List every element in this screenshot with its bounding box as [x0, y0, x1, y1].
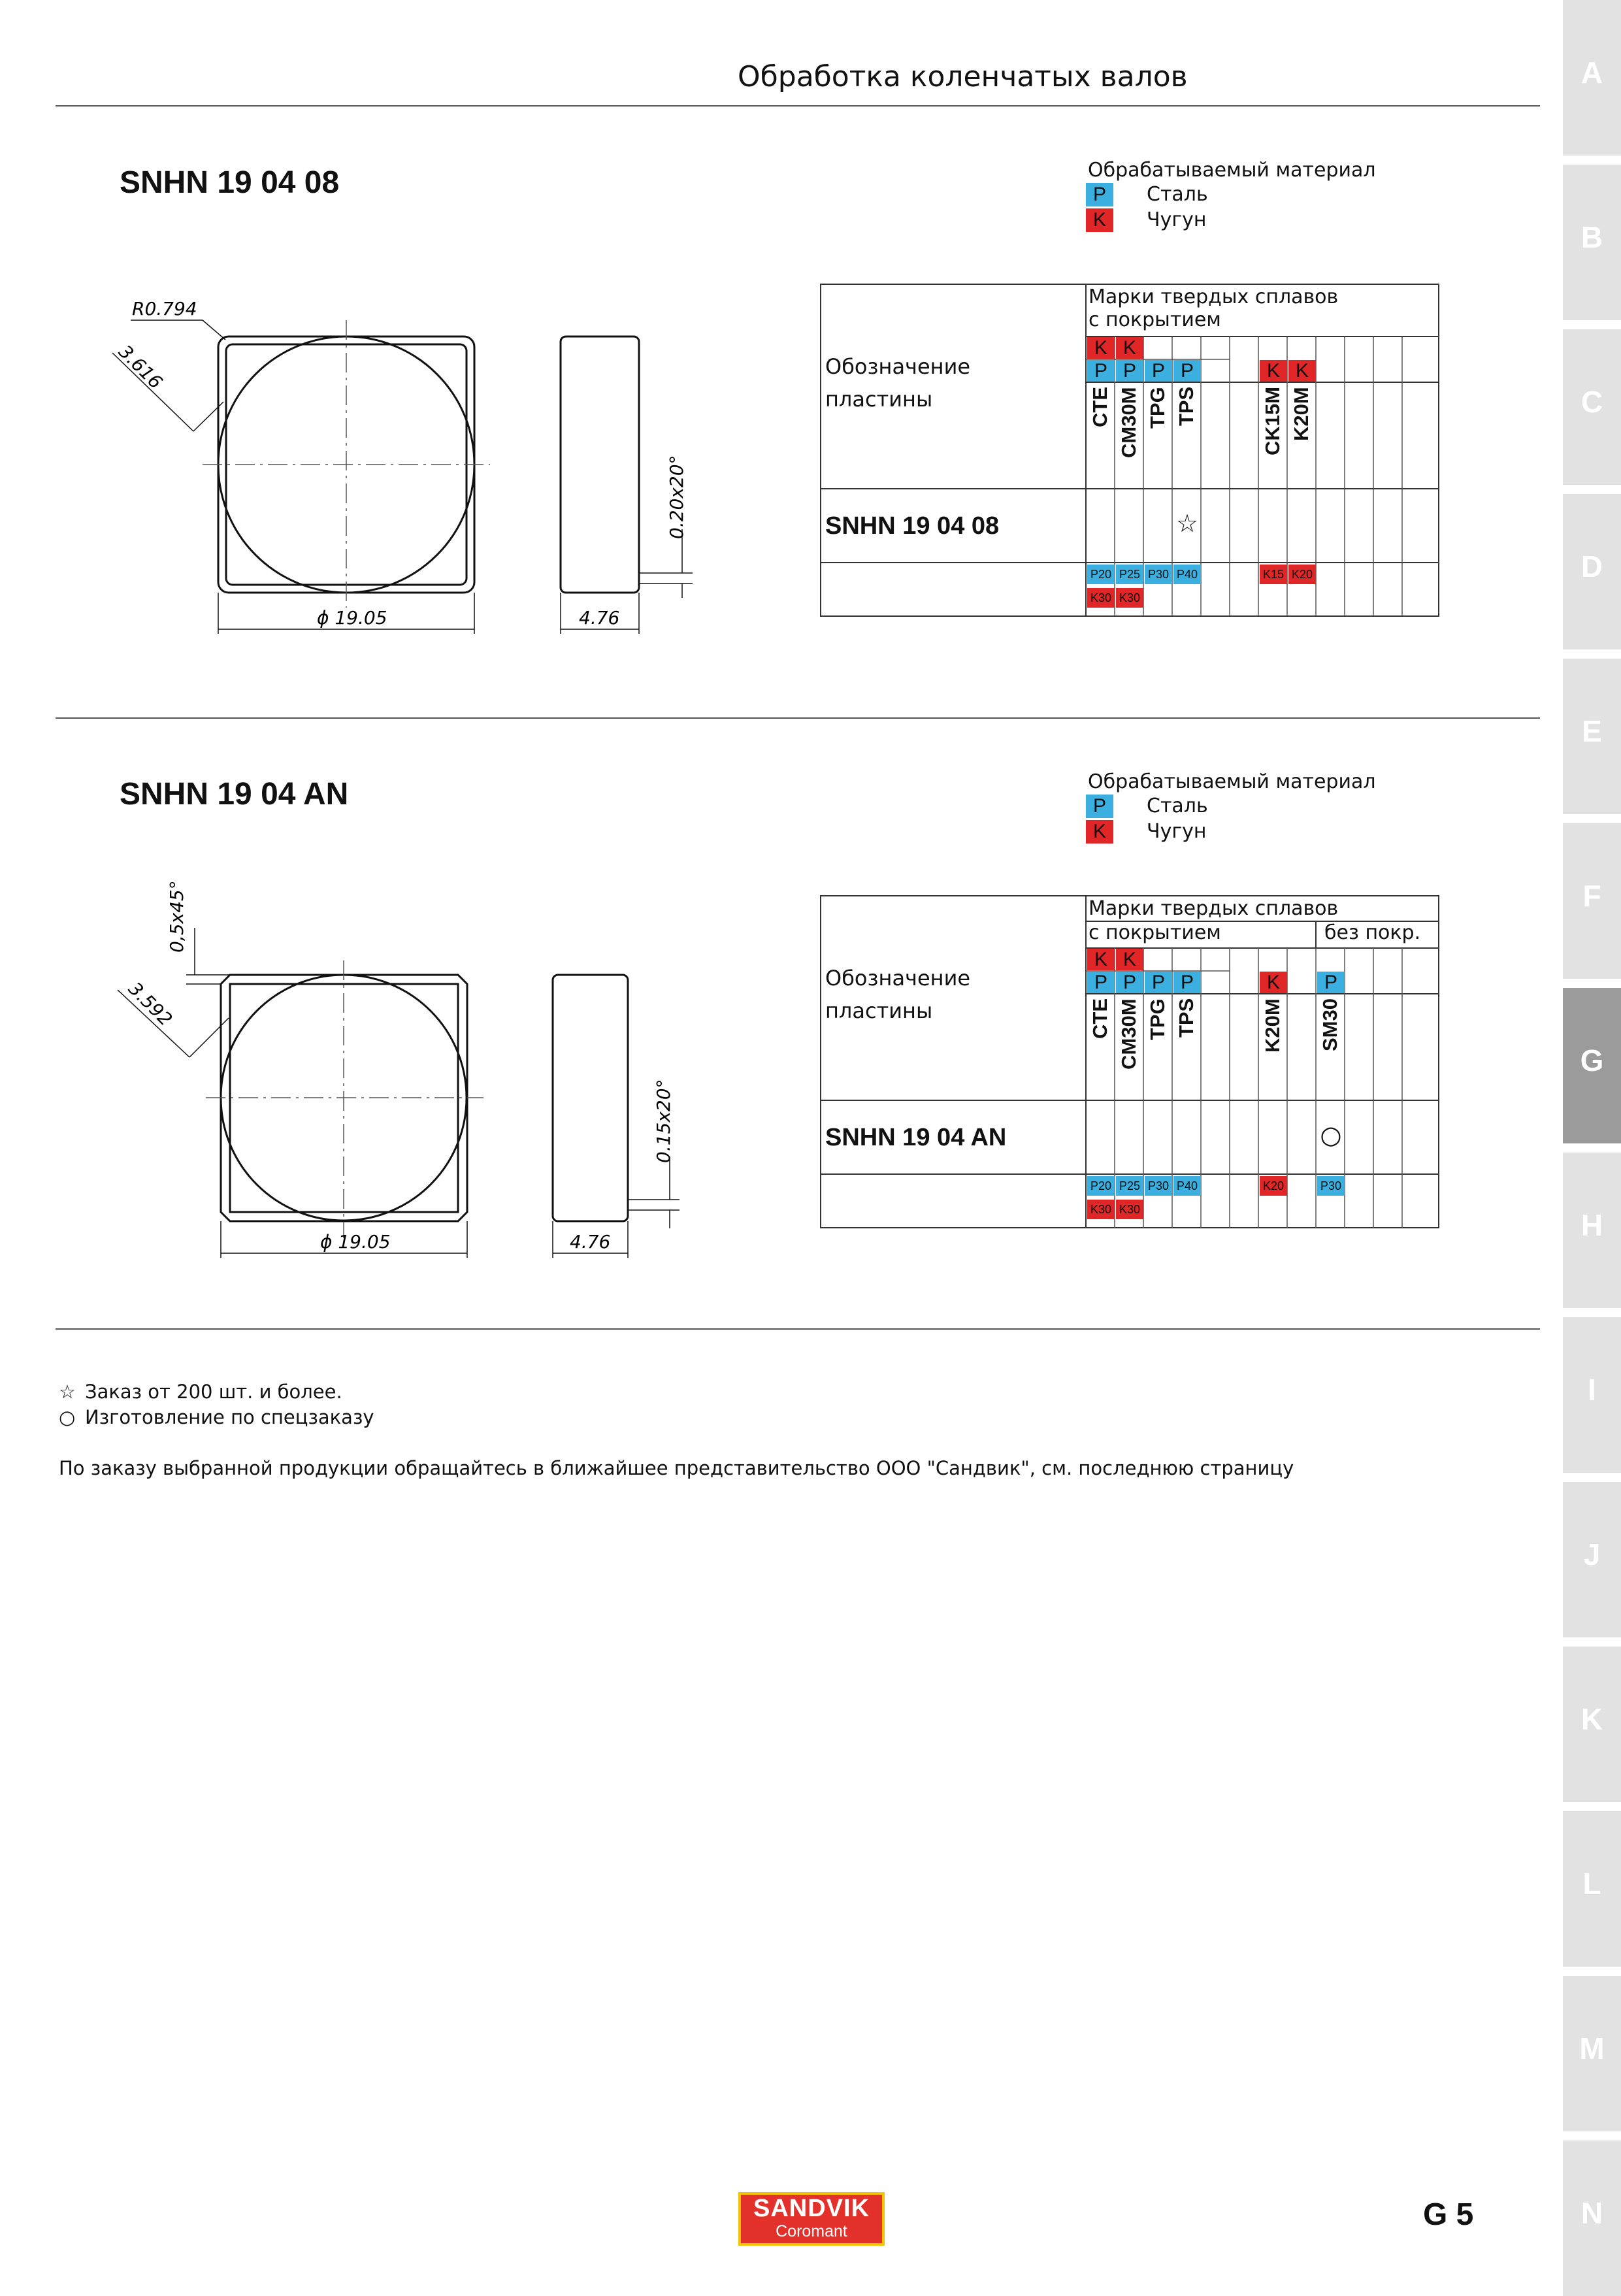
- iso-cell: P25: [1116, 565, 1143, 584]
- grade-label: K20M: [1290, 387, 1313, 441]
- legend-circle-text: Изготовление по спецзаказу: [85, 1406, 374, 1428]
- legend-star-text: Заказ от 200 шт. и более.: [85, 1381, 342, 1403]
- coated-label-1: с покрытием: [1089, 308, 1221, 331]
- material-p-box: P: [1086, 795, 1113, 818]
- designation-label-2b: пластины: [825, 998, 933, 1023]
- tab-h[interactable]: H: [1563, 1153, 1621, 1308]
- page-title: Обработка коленчатых валов: [738, 60, 1188, 93]
- section-divider: [56, 717, 1540, 719]
- k-cell-ck15m-1: K: [1260, 360, 1287, 382]
- iso-cell: K30: [1087, 1200, 1115, 1219]
- designation-label-1b: пластины: [825, 387, 933, 412]
- p-cell-tpg-2: P: [1145, 972, 1172, 993]
- tab-m[interactable]: M: [1563, 1976, 1621, 2131]
- material-p-box: P: [1086, 183, 1113, 206]
- iso-cell: P40: [1173, 1176, 1201, 1196]
- insert-drawing-2: [78, 876, 706, 1261]
- iso-cell: P40: [1173, 565, 1201, 584]
- grades-title-1: Марки твердых сплавов: [1089, 286, 1339, 308]
- dim-ic-2: ϕ 19.05: [320, 1231, 391, 1253]
- k-cell-k20m-2: K: [1260, 972, 1287, 993]
- iso-cell: P20: [1087, 565, 1115, 584]
- star-icon: ☆: [59, 1381, 76, 1403]
- p-cell-cm30m-1: P: [1116, 360, 1143, 382]
- header-divider: [56, 105, 1540, 107]
- iso-cell: K30: [1116, 588, 1143, 608]
- p-cell-cte-1: P: [1087, 360, 1115, 382]
- dim-ic-1: ϕ 19.05: [317, 607, 387, 629]
- grade-label: CK15M: [1261, 387, 1284, 456]
- iso-cell: P30: [1145, 565, 1172, 584]
- order-note: По заказу выбранной продукции обращайтесь в ближайшее представительство ООО "Сандвик", см. последнюю страницу: [59, 1457, 1294, 1479]
- iso-cell: K30: [1087, 588, 1115, 608]
- page-number: G 5: [1423, 2197, 1474, 2232]
- iso-cell: P25: [1116, 1176, 1143, 1196]
- insert-code-1: SNHN 19 04 08: [825, 512, 1000, 540]
- iso-cell: K20: [1260, 1176, 1287, 1196]
- grade-label: TPS: [1175, 387, 1198, 427]
- material-p-label: Сталь: [1147, 183, 1208, 206]
- p-cell-cm30m-2: P: [1116, 972, 1143, 993]
- p-cell-tps-2: P: [1173, 972, 1201, 993]
- circle-icon: ○: [59, 1406, 76, 1428]
- iso-cell: P20: [1087, 1176, 1115, 1196]
- section2-title: SNHN 19 04 AN: [120, 777, 349, 812]
- dim-chamfer-2: 0.15x20°: [653, 1079, 674, 1163]
- p-cell-tps-1: P: [1173, 360, 1201, 382]
- dim-thickness-2: 4.76: [570, 1231, 611, 1253]
- dim-corner-2: 3.592: [124, 977, 177, 1030]
- grades-table-2: [820, 895, 1439, 1228]
- grade-label: CM30M: [1117, 998, 1140, 1070]
- k-cell-cte-1: K: [1087, 337, 1115, 359]
- tab-g[interactable]: G: [1563, 988, 1621, 1143]
- material-k-label: Чугун: [1147, 820, 1207, 843]
- tab-k[interactable]: K: [1563, 1647, 1621, 1802]
- p-cell-cte-2: P: [1087, 972, 1115, 993]
- tab-n[interactable]: N: [1563, 2140, 1621, 2296]
- insert-code-2: SNHN 19 04 AN: [825, 1124, 1007, 1151]
- tab-d[interactable]: D: [1563, 494, 1621, 649]
- grades-title-2: Марки твердых сплавов: [1089, 897, 1339, 920]
- iso-cell: K20: [1288, 565, 1316, 584]
- star-mark-tps: ☆: [1175, 509, 1199, 538]
- dim-chamfer-1: 0.20x20°: [666, 455, 687, 539]
- material-title: Обрабатываемый материал: [1088, 159, 1376, 182]
- material-k-label: Чугун: [1147, 208, 1207, 231]
- iso-cell: P30: [1145, 1176, 1172, 1196]
- dim-chamfer-corner-2: 0,5x45°: [166, 880, 188, 953]
- designation-label-1a: Обозначение: [825, 354, 971, 379]
- material-k-box: K: [1086, 208, 1113, 232]
- legend-circle-row: [59, 1406, 374, 1428]
- grade-label: TPG: [1146, 998, 1169, 1040]
- grade-label: CTE: [1089, 387, 1111, 427]
- material-title: Обрабатываемый материал: [1088, 770, 1376, 793]
- section-divider: [56, 1328, 1540, 1330]
- grade-label: TPG: [1146, 387, 1169, 429]
- iso-cell: K30: [1116, 1200, 1143, 1219]
- tab-i[interactable]: I: [1563, 1317, 1621, 1473]
- tab-b[interactable]: B: [1563, 165, 1621, 320]
- iso-cell: P30: [1317, 1176, 1345, 1196]
- tab-a[interactable]: A: [1563, 0, 1621, 156]
- uncoated-label-2: без покр.: [1324, 921, 1421, 944]
- tab-c[interactable]: C: [1563, 329, 1621, 485]
- grade-label: CM30M: [1117, 387, 1140, 458]
- material-p-label: Сталь: [1147, 795, 1208, 817]
- grade-label: K20M: [1261, 998, 1284, 1053]
- section1-title: SNHN 19 04 08: [120, 165, 340, 200]
- dim-corner-1: 3.616: [114, 340, 167, 393]
- coated-label-2: с покрытием: [1089, 921, 1221, 944]
- logo-sub-brand: Coromant: [776, 2222, 847, 2240]
- tab-f[interactable]: F: [1563, 823, 1621, 979]
- k-cell-cte-2: K: [1087, 949, 1115, 970]
- grades-table-1: [820, 284, 1439, 617]
- sandvik-logo: [738, 2192, 885, 2246]
- p-cell-tpg-1: P: [1145, 360, 1172, 382]
- insert-drawing-1: [78, 281, 706, 647]
- k-cell-cm30m-1: K: [1116, 337, 1143, 359]
- grade-label: TPS: [1175, 998, 1198, 1038]
- dim-radius-1: R0.794: [132, 298, 197, 320]
- tab-j[interactable]: J: [1563, 1482, 1621, 1637]
- tab-e[interactable]: E: [1563, 659, 1621, 814]
- dim-thickness-1: 4.76: [579, 607, 620, 629]
- tab-l[interactable]: L: [1563, 1811, 1621, 1967]
- k-cell-k20m-1: K: [1288, 360, 1316, 382]
- p-cell-sm30-2: P: [1317, 972, 1345, 993]
- circle-mark-sm30: ○: [1320, 1121, 1342, 1149]
- material-k-box: K: [1086, 820, 1113, 844]
- designation-label-2a: Обозначение: [825, 966, 971, 991]
- grade-label: CTE: [1089, 998, 1111, 1039]
- grade-label: SM30: [1318, 998, 1341, 1051]
- logo-brand: SANDVIK: [753, 2195, 870, 2222]
- k-cell-cm30m-2: K: [1116, 949, 1143, 970]
- iso-cell: K15: [1260, 565, 1287, 584]
- legend-star-row: [59, 1381, 342, 1403]
